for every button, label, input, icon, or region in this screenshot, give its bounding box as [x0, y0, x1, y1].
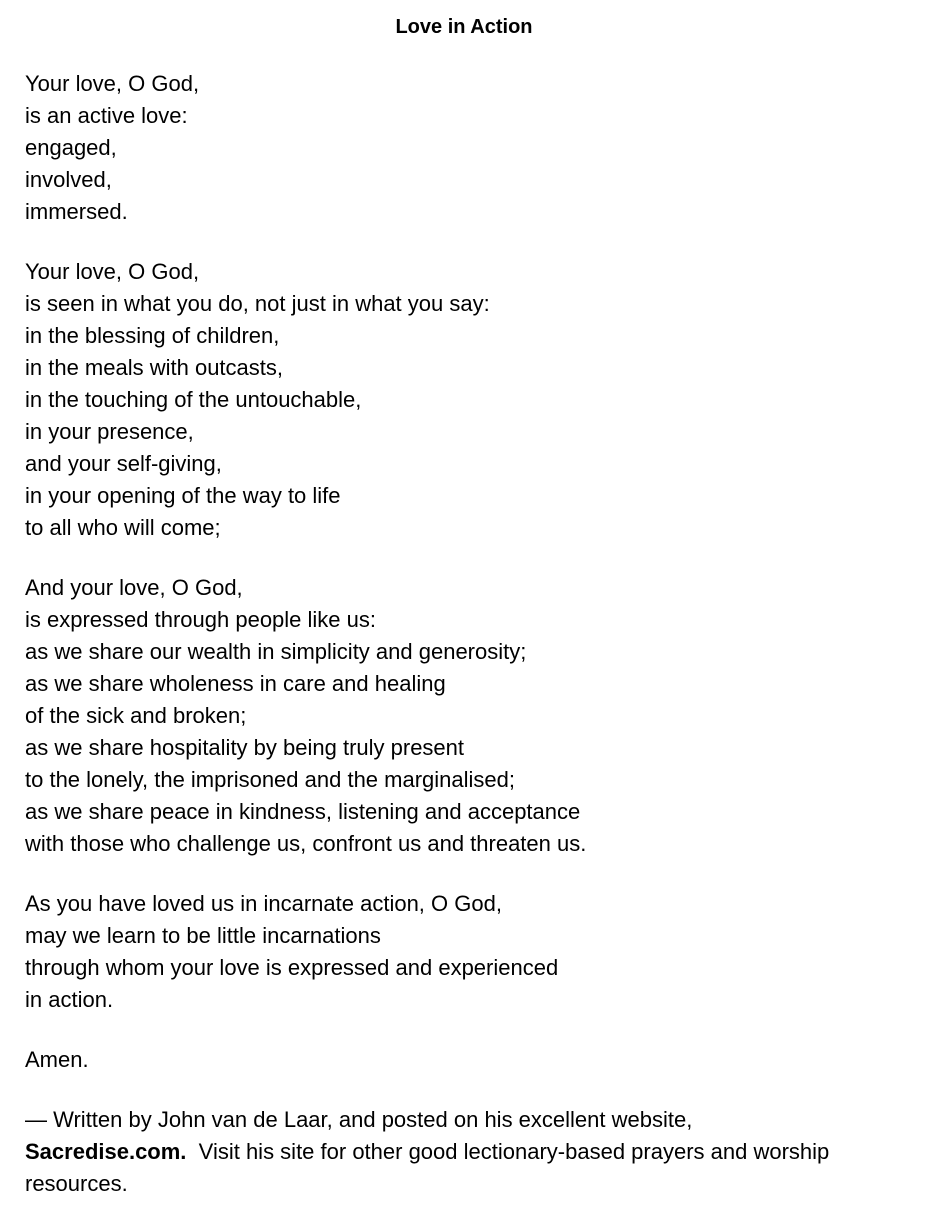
stanza-4 [25, 888, 915, 1016]
stanza-line: in the blessing of children, [25, 323, 280, 348]
stanza-line: engaged, [25, 135, 117, 160]
stanza-line: in your presence, [25, 419, 194, 444]
stanza-5 [25, 1044, 915, 1076]
stanza-3 [25, 572, 915, 860]
stanza-line: with those who challenge us, confront us and threaten us. [25, 831, 587, 856]
stanza-line: Your love, O God, [25, 71, 200, 96]
prayer-body [25, 68, 915, 1200]
closing-text: Visit his site for other good lectionary-based prayers and worship resources. [25, 1139, 830, 1196]
stanza-line: involved, [25, 167, 112, 192]
stanza-line: as we share our wealth in simplicity and generosity; [25, 639, 527, 664]
stanza-line: as we share peace in kindness, listening and acceptance [25, 799, 581, 824]
stanza-line: And your love, O God, [25, 575, 243, 600]
stanza-2 [25, 256, 915, 544]
stanza-line: is seen in what you do, not just in what you say: [25, 291, 490, 316]
page-title: Love in Action [395, 16, 533, 38]
stanza-line: Amen. [25, 1047, 89, 1072]
stanza-line: Your love, O God, [25, 259, 200, 284]
stanza-line: through whom your love is expressed and experienced [25, 955, 559, 980]
stanza-line: immersed. [25, 199, 128, 224]
stanza-line: of the sick and broken; [25, 703, 247, 728]
stanza-line: as we share hospitality by being truly present [25, 735, 465, 760]
stanza-line: to all who will come; [25, 515, 221, 540]
attribution-paragraph [25, 1104, 915, 1200]
stanza-line: in the meals with outcasts, [25, 355, 284, 380]
stanza-1 [25, 68, 915, 228]
stanza-line: and your self-giving, [25, 451, 222, 476]
stanza-line: is expressed through people like us: [25, 607, 376, 632]
stanza-line: is an active love: [25, 103, 188, 128]
stanza-line: in your opening of the way to life [25, 483, 341, 508]
site-name: Sacredise.com. [25, 1139, 187, 1164]
stanza-line: in the touching of the untouchable, [25, 387, 362, 412]
attribution-text: — Written by John van de Laar, and posted on his excellent website, [25, 1107, 693, 1132]
stanza-line: in action. [25, 987, 114, 1012]
stanza-line: As you have loved us in incarnate action, O God, [25, 891, 502, 916]
stanza-line: may we learn to be little incarnations [25, 923, 381, 948]
stanza-line: to the lonely, the imprisoned and the marginalised; [25, 767, 515, 792]
stanza-line: as we share wholeness in care and healing [25, 671, 446, 696]
